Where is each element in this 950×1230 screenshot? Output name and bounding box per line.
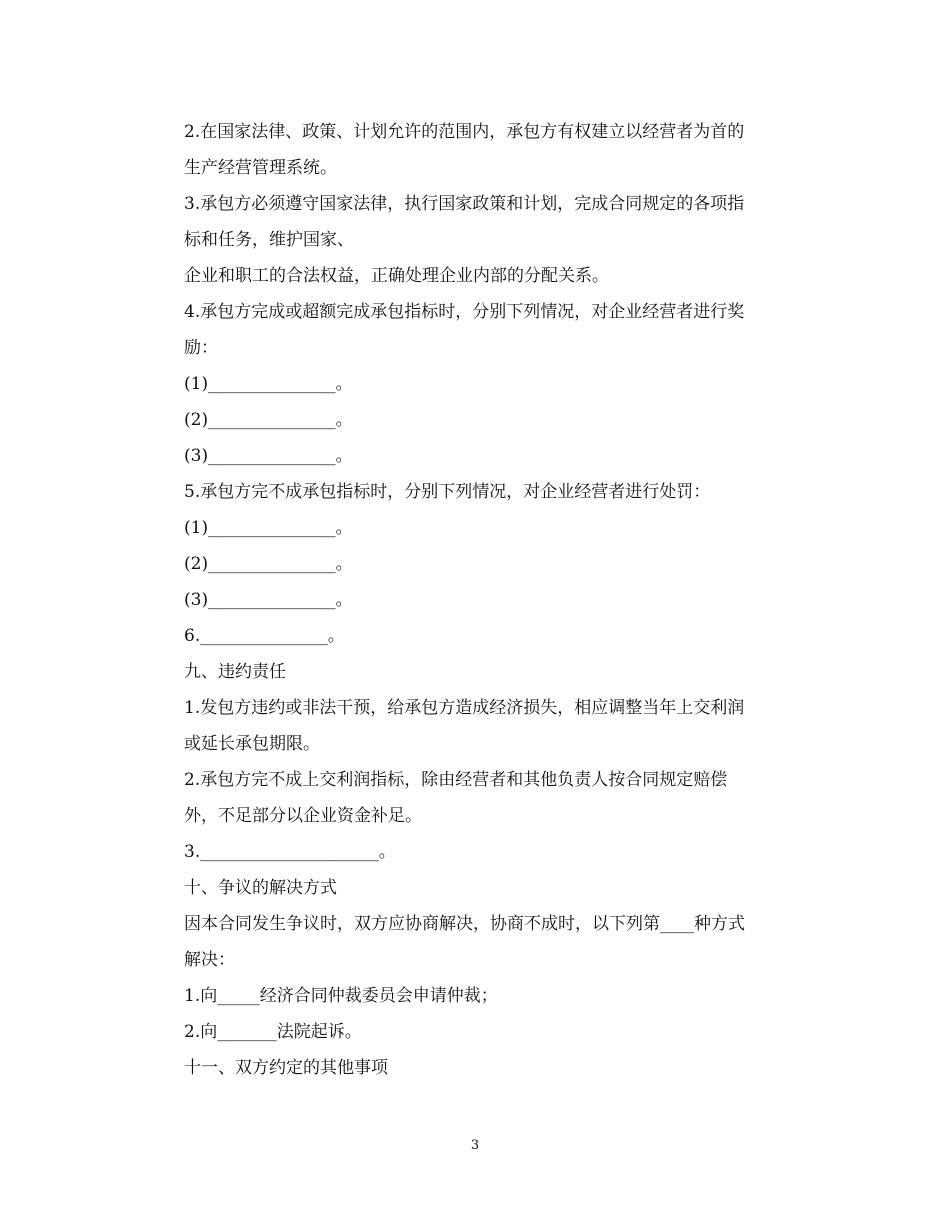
paragraph-line: (2)_______________。 bbox=[184, 410, 353, 430]
paragraph-line: 1.向_____经济合同仲裁委员会申请仲裁； bbox=[184, 986, 498, 1006]
paragraph-line: 因本合同发生争议时，双方应协商解决，协商不成时，以下列第____种方式 bbox=[184, 914, 745, 934]
paragraph-line: (1)_______________。 bbox=[184, 374, 353, 394]
clause-8-3-continuation bbox=[147, 258, 807, 294]
paragraph-line: 励： bbox=[184, 338, 218, 358]
dispute-option-2 bbox=[147, 1014, 807, 1050]
paragraph-line: (3)_______________。 bbox=[184, 446, 353, 466]
section-heading-text: 十、争议的解决方式 bbox=[184, 878, 337, 898]
paragraph-line: 2.向_______法院起诉。 bbox=[184, 1022, 362, 1042]
clause-8-4-paragraph bbox=[147, 294, 807, 366]
paragraph-line: 3._____________________。 bbox=[184, 842, 396, 862]
paragraph-line: 2.承包方完不成上交利润指标，除由经营者和其他负责人按合同规定赔偿 bbox=[184, 770, 728, 790]
paragraph-line: 标和任务，维护国家、 bbox=[184, 230, 354, 250]
paragraph-line: 或延长承包期限。 bbox=[184, 734, 320, 754]
paragraph-line: (2)_______________。 bbox=[184, 554, 353, 574]
paragraph-line: 3.承包方必须遵守国家法律，执行国家政策和计划，完成合同规定的各项指 bbox=[184, 194, 745, 214]
penalty-item-2 bbox=[147, 546, 807, 582]
paragraph-line: 企业和职工的合法权益，正确处理企业内部的分配关系。 bbox=[184, 266, 609, 286]
paragraph-line: 1.发包方违约或非法干预，给承包方造成经济损失，相应调整当年上交利润 bbox=[184, 698, 745, 718]
clause-8-3-paragraph bbox=[147, 186, 807, 258]
clause-9-2-paragraph bbox=[147, 762, 807, 834]
section-10-heading bbox=[147, 870, 807, 906]
paragraph-line: 生产经营管理系统。 bbox=[184, 158, 337, 178]
penalty-item-1 bbox=[147, 510, 807, 546]
paragraph-line: 4.承包方完成或超额完成承包指标时，分别下列情况，对企业经营者进行奖 bbox=[184, 302, 745, 322]
page-number: 3 bbox=[470, 1138, 480, 1153]
paragraph-line: 6._______________。 bbox=[184, 626, 345, 646]
clause-8-6-paragraph bbox=[147, 618, 807, 654]
section-heading-text: 九、违约责任 bbox=[184, 662, 286, 682]
paragraph-line: 解决： bbox=[184, 950, 235, 970]
clause-8-2-paragraph bbox=[147, 114, 807, 186]
clause-9-1-paragraph bbox=[147, 690, 807, 762]
section-heading-text: 十一、双方约定的其他事项 bbox=[184, 1058, 388, 1078]
paragraph-line: (1)_______________。 bbox=[184, 518, 353, 538]
paragraph-line: 2.在国家法律、政策、计划允许的范围内，承包方有权建立以经营者为首的 bbox=[184, 122, 745, 142]
clause-9-3-paragraph bbox=[147, 834, 807, 870]
reward-item-1 bbox=[147, 366, 807, 402]
section-11-heading bbox=[147, 1050, 807, 1086]
paragraph-line: (3)_______________。 bbox=[184, 590, 353, 610]
paragraph-line: 外，不足部分以企业资金补足。 bbox=[184, 806, 422, 826]
paragraph-line: 5.承包方完不成承包指标时，分别下列情况，对企业经营者进行处罚： bbox=[184, 482, 711, 502]
reward-item-3 bbox=[147, 438, 807, 474]
reward-item-2 bbox=[147, 402, 807, 438]
dispute-option-1 bbox=[147, 978, 807, 1014]
clause-8-5-paragraph bbox=[147, 474, 807, 510]
penalty-item-3 bbox=[147, 582, 807, 618]
dispute-resolution-paragraph bbox=[147, 906, 807, 978]
section-9-heading bbox=[147, 654, 807, 690]
